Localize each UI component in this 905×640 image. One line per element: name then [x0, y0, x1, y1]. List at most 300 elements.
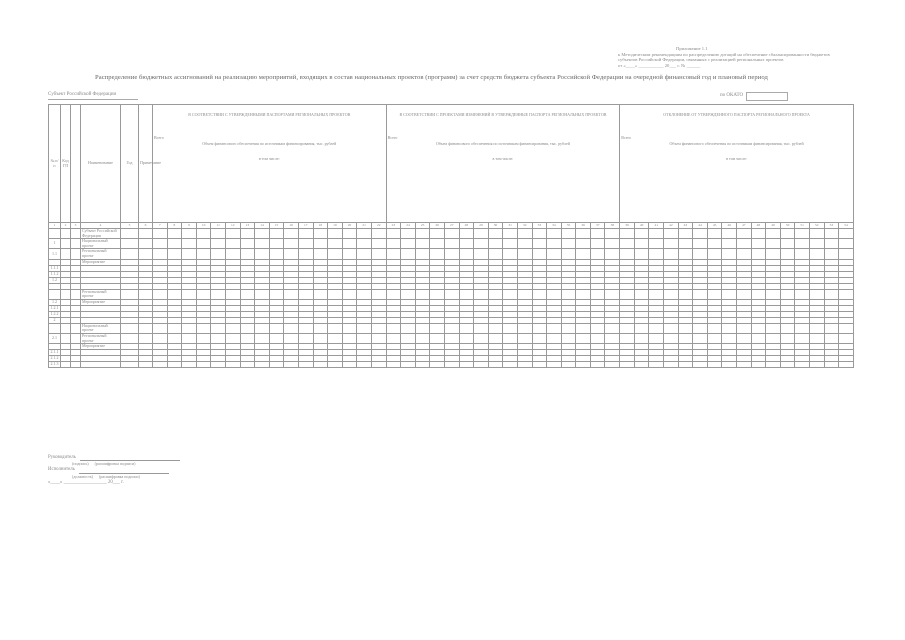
- table-cell: [255, 229, 270, 239]
- table-cell: [182, 289, 197, 299]
- table-cell: [357, 333, 372, 343]
- table-cell: [240, 239, 255, 249]
- table-cell: [809, 333, 824, 343]
- column-number: 52: [809, 223, 824, 229]
- table-cell: [121, 239, 139, 249]
- table-row: [49, 289, 854, 299]
- table-cell: [766, 239, 781, 249]
- table-cell: [71, 323, 81, 333]
- table-cell: [225, 229, 240, 239]
- row-num: [49, 229, 61, 239]
- table-cell: [139, 239, 153, 249]
- table-cell: [444, 229, 459, 239]
- table-cell: [401, 323, 416, 333]
- table-cell: [780, 362, 795, 368]
- table-cell: [839, 229, 854, 239]
- table-cell: [121, 229, 139, 239]
- column-number: 27: [444, 223, 459, 229]
- table-cell: [620, 323, 635, 333]
- table-cell: [342, 249, 357, 259]
- table-cell: [196, 289, 211, 299]
- table-cell: [474, 323, 489, 333]
- column-number: 51: [795, 223, 810, 229]
- table-cell: [71, 229, 81, 239]
- table-cell: [839, 323, 854, 333]
- table-cell: [255, 333, 270, 343]
- header-group-a: [153, 105, 387, 223]
- table-cell: [298, 289, 313, 299]
- head-label: Руководитель: [48, 455, 76, 460]
- row-name: Региональный проект: [81, 289, 121, 299]
- table-cell: [532, 333, 547, 343]
- table-cell: [737, 229, 752, 239]
- column-number: 40: [634, 223, 649, 229]
- table-cell: [386, 249, 401, 259]
- table-cell: [576, 333, 591, 343]
- table-cell: [71, 239, 81, 249]
- table-cell: [182, 229, 197, 239]
- table-cell: [780, 323, 795, 333]
- column-number: 29: [474, 223, 489, 229]
- table-cell: [737, 333, 752, 343]
- table-cell: [693, 333, 708, 343]
- table-cell: [313, 229, 328, 239]
- table-cell: [634, 362, 649, 368]
- table-cell: [269, 249, 284, 259]
- table-cell: [415, 333, 430, 343]
- table-cell: [153, 362, 168, 368]
- table-cell: [61, 323, 71, 333]
- row-num: 2.1.3: [50, 361, 59, 367]
- column-number: 31: [503, 223, 518, 229]
- table-cell: [386, 229, 401, 239]
- group-c-total: Всего: [621, 134, 632, 140]
- table-cell: [444, 362, 459, 368]
- table-cell: [561, 323, 576, 333]
- column-number: 26: [430, 223, 445, 229]
- table-cell: [503, 229, 518, 239]
- table-cell: [678, 229, 693, 239]
- table-cell: [488, 239, 503, 249]
- table-cell: [430, 249, 445, 259]
- table-cell: [255, 249, 270, 259]
- table-cell: [824, 229, 839, 239]
- table-cell: [371, 333, 386, 343]
- table-cell: [824, 362, 839, 368]
- table-cell: [693, 229, 708, 239]
- table-cell: [371, 239, 386, 249]
- table-cell: [664, 229, 679, 239]
- column-number: 21: [357, 223, 372, 229]
- table-cell: [139, 229, 153, 239]
- row-name: Национальный проект: [81, 323, 121, 333]
- table-cell: [488, 333, 503, 343]
- column-number: 35: [561, 223, 576, 229]
- table-cell: [459, 362, 474, 368]
- table-cell: [488, 362, 503, 368]
- table-cell: [328, 239, 343, 249]
- table-cell: [240, 249, 255, 259]
- table-cell: [751, 323, 766, 333]
- table-cell: [547, 249, 562, 259]
- table-row: [49, 333, 854, 343]
- table-cell: [780, 239, 795, 249]
- head-sub1: (подпись): [72, 461, 89, 467]
- subject-line: [48, 99, 138, 100]
- table-cell: [371, 289, 386, 299]
- table-cell: [430, 333, 445, 343]
- appendix-line: Приложение 1.1: [676, 46, 708, 51]
- column-number: 17: [298, 223, 313, 229]
- table-cell: [61, 333, 71, 343]
- table-cell: [605, 249, 620, 259]
- table-cell: [517, 333, 532, 343]
- table-cell: [121, 362, 139, 368]
- header-name: Наименование: [81, 105, 121, 223]
- table-cell: [430, 362, 445, 368]
- table-cell: [707, 323, 722, 333]
- table-cell: [590, 323, 605, 333]
- column-number: 32: [517, 223, 532, 229]
- table-cell: [824, 323, 839, 333]
- table-cell: [342, 323, 357, 333]
- table-cell: [371, 323, 386, 333]
- table-cell: [121, 333, 139, 343]
- table-cell: [357, 249, 372, 259]
- column-number: 45: [707, 223, 722, 229]
- table-cell: [342, 333, 357, 343]
- table-cell: [284, 323, 299, 333]
- column-number: 33: [532, 223, 547, 229]
- table-cell: [751, 229, 766, 239]
- table-cell: [795, 323, 810, 333]
- table-cell: [211, 249, 226, 259]
- group-a-label: В СООТВЕТСТВИИ С УТВЕРЖДЕННЫМИ ПАСПОРТАМИ РЕГИОНАЛЬНЫХ ПРОЕКТОВ: [188, 112, 351, 117]
- table-cell: [824, 239, 839, 249]
- table-cell: [751, 333, 766, 343]
- table-cell: [357, 229, 372, 239]
- table-cell: [401, 362, 416, 368]
- table-cell: [605, 323, 620, 333]
- table-cell: [503, 323, 518, 333]
- table-cell: [678, 249, 693, 259]
- table-cell: [780, 229, 795, 239]
- exec-sub1: (должность): [72, 473, 93, 479]
- table-cell: [503, 239, 518, 249]
- table-cell: [342, 239, 357, 249]
- table-cell: [196, 249, 211, 259]
- table-cell: [313, 289, 328, 299]
- table-cell: [678, 333, 693, 343]
- row-num: 2.1: [49, 333, 61, 343]
- column-number: 23: [386, 223, 401, 229]
- table-cell: [415, 239, 430, 249]
- column-number: 54: [839, 223, 854, 229]
- table-cell: [649, 323, 664, 333]
- table-cell: [139, 323, 153, 333]
- table-cell: [298, 249, 313, 259]
- table-cell: [459, 333, 474, 343]
- table-cell: [561, 362, 576, 368]
- table-cell: [459, 239, 474, 249]
- table-cell: [182, 239, 197, 249]
- table-cell: [269, 362, 284, 368]
- group-b-incl: в том числе:: [492, 155, 514, 161]
- table-cell: [386, 239, 401, 249]
- table-cell: [71, 289, 81, 299]
- table-cell: [225, 289, 240, 299]
- group-a-vol: Объем финансового обеспечения по источникам финансирования, тыс. рублей: [202, 141, 337, 147]
- table-cell: [153, 239, 168, 249]
- table-cell: [196, 323, 211, 333]
- table-cell: [722, 249, 737, 259]
- table-cell: [517, 323, 532, 333]
- table-cell: [590, 239, 605, 249]
- table-cell: [298, 239, 313, 249]
- table-cell: [517, 239, 532, 249]
- table-cell: [722, 362, 737, 368]
- table-cell: [839, 239, 854, 249]
- table-cell: [693, 249, 708, 259]
- table-cell: [371, 362, 386, 368]
- table-cell: [357, 362, 372, 368]
- table-cell: [649, 362, 664, 368]
- table-cell: [284, 362, 299, 368]
- group-b-vol: Объем финансового обеспечения по источникам финансирования, тыс. рублей: [435, 141, 570, 147]
- row-name: Региональный проект: [81, 249, 121, 259]
- group-c-vol: Объем финансового обеспечения по источникам финансирования, тыс. рублей: [669, 141, 804, 147]
- table-cell: [649, 333, 664, 343]
- column-number: 18: [313, 223, 328, 229]
- table-cell: [444, 239, 459, 249]
- column-number: 11: [211, 223, 226, 229]
- table-cell: [240, 229, 255, 239]
- table-cell: [153, 333, 168, 343]
- row-num: 1.1.1: [50, 264, 59, 270]
- table-cell: [153, 289, 168, 299]
- row-name: Субъект Российской Федерации: [81, 229, 121, 239]
- table-cell: [824, 249, 839, 259]
- row-name: Мероприятие: [81, 259, 121, 265]
- table-cell: [342, 362, 357, 368]
- row-num: 1.2: [49, 277, 61, 283]
- table-cell: [328, 333, 343, 343]
- table-cell: [430, 229, 445, 239]
- table-cell: [795, 249, 810, 259]
- table-cell: [211, 323, 226, 333]
- table-cell: [167, 323, 182, 333]
- row-name: Региональный проект: [81, 333, 121, 343]
- header-blank: [71, 105, 81, 223]
- table-cell: [605, 239, 620, 249]
- table-cell: [809, 239, 824, 249]
- table-cell: [211, 333, 226, 343]
- table-cell: [576, 289, 591, 299]
- table-cell: [707, 289, 722, 299]
- table-cell: [649, 229, 664, 239]
- column-number: 38: [605, 223, 620, 229]
- table-cell: [561, 229, 576, 239]
- table-cell: [532, 323, 547, 333]
- table-cell: [634, 323, 649, 333]
- table-cell: [298, 229, 313, 239]
- column-number: 44: [693, 223, 708, 229]
- table-cell: [751, 239, 766, 249]
- header-group-b: [386, 105, 620, 223]
- table-cell: [474, 333, 489, 343]
- column-number: 30: [488, 223, 503, 229]
- column-number: 36: [576, 223, 591, 229]
- table-cell: [61, 249, 71, 259]
- table-cell: [284, 229, 299, 239]
- appendix-line: от «____» ___________ 20___ г. № ______: [618, 62, 701, 68]
- table-cell: [328, 362, 343, 368]
- table-cell: [415, 289, 430, 299]
- table-cell: [430, 239, 445, 249]
- row-num: 2.1.1: [50, 349, 59, 355]
- table-cell: [488, 229, 503, 239]
- column-number: 3: [71, 223, 81, 229]
- table-cell: [71, 362, 81, 368]
- table-cell: [809, 249, 824, 259]
- column-number: 24: [401, 223, 416, 229]
- column-number: 41: [649, 223, 664, 229]
- table-cell: [664, 323, 679, 333]
- column-number: 39: [620, 223, 635, 229]
- table-cell: [415, 249, 430, 259]
- table-cell: [634, 229, 649, 239]
- table-cell: [328, 249, 343, 259]
- table-cell: [71, 249, 81, 259]
- group-b-label: В СООТВЕТСТВИИ С ПРОЕКТАМИ ИЗМЕНЕНИЙ В УТВЕРЖДЕННЫЕ ПАСПОРТА РЕГИОНАЛЬНЫХ ПРОЕКТОВ: [399, 112, 607, 117]
- row-num: 1.1: [49, 249, 61, 259]
- column-number: 9: [182, 223, 197, 229]
- table-cell: [401, 239, 416, 249]
- table-cell: [298, 323, 313, 333]
- table-cell: [269, 239, 284, 249]
- table-cell: [153, 249, 168, 259]
- table-cell: [444, 289, 459, 299]
- table-cell: [561, 249, 576, 259]
- table-cell: [561, 239, 576, 249]
- exec-label: Исполнитель: [48, 467, 75, 473]
- table-cell: [167, 239, 182, 249]
- table-cell: [313, 323, 328, 333]
- table-cell: [298, 362, 313, 368]
- table-cell: [737, 289, 752, 299]
- okato-box: [746, 92, 788, 101]
- table-cell: [474, 362, 489, 368]
- table-cell: [620, 239, 635, 249]
- row-num: 2.1.2: [50, 355, 59, 361]
- table-cell: [328, 323, 343, 333]
- table-cell: [503, 333, 518, 343]
- column-number: 42: [664, 223, 679, 229]
- table-cell: [751, 362, 766, 368]
- table-cell: [444, 323, 459, 333]
- table-cell: [517, 362, 532, 368]
- table-cell: [824, 289, 839, 299]
- row-num: 1.1.2: [50, 270, 59, 276]
- table-cell: [664, 333, 679, 343]
- table-cell: [795, 333, 810, 343]
- column-number: 5: [121, 223, 139, 229]
- column-number: 49: [766, 223, 781, 229]
- table-cell: [664, 289, 679, 299]
- table-cell: [139, 289, 153, 299]
- table-cell: [780, 249, 795, 259]
- table-cell: [459, 323, 474, 333]
- column-number: 43: [678, 223, 693, 229]
- table-cell: [225, 239, 240, 249]
- header-code: Код ГП: [61, 105, 71, 223]
- table-cell: [707, 239, 722, 249]
- table-cell: [182, 333, 197, 343]
- table-row: [49, 362, 854, 368]
- table-cell: [809, 229, 824, 239]
- table-cell: [795, 229, 810, 239]
- table-cell: [693, 362, 708, 368]
- table-cell: [664, 362, 679, 368]
- table-cell: [620, 333, 635, 343]
- column-number: 20: [342, 223, 357, 229]
- table-cell: [707, 249, 722, 259]
- table-cell: [298, 333, 313, 343]
- table-cell: [401, 333, 416, 343]
- table-cell: [532, 362, 547, 368]
- table-cell: [386, 362, 401, 368]
- table-cell: [664, 239, 679, 249]
- table-cell: [430, 323, 445, 333]
- table-cell: [225, 323, 240, 333]
- table-cell: [357, 289, 372, 299]
- appendix-line: субъектов Российской Федерации, связанных с реализацией региональных проектов: [618, 57, 784, 63]
- table-cell: [196, 333, 211, 343]
- table-cell: [766, 289, 781, 299]
- column-number: 48: [751, 223, 766, 229]
- column-number: 50: [780, 223, 795, 229]
- table-cell: [722, 289, 737, 299]
- table-cell: [839, 249, 854, 259]
- table-cell: [459, 249, 474, 259]
- table-cell: [693, 289, 708, 299]
- table-cell: [503, 249, 518, 259]
- table-cell: [139, 249, 153, 259]
- table-cell: [255, 323, 270, 333]
- column-number: 28: [459, 223, 474, 229]
- table-cell: [225, 333, 240, 343]
- table-cell: [240, 333, 255, 343]
- table-cell: [707, 333, 722, 343]
- budget-table: [48, 104, 853, 454]
- table-cell: [61, 229, 71, 239]
- table-cell: [488, 323, 503, 333]
- column-number: 2: [61, 223, 71, 229]
- table-cell: [488, 289, 503, 299]
- header-year: Год: [121, 105, 139, 223]
- table-cell: [313, 239, 328, 249]
- table-cell: [766, 362, 781, 368]
- table-cell: [401, 289, 416, 299]
- table-cell: [503, 289, 518, 299]
- table-cell: [430, 289, 445, 299]
- column-number: 1: [49, 223, 61, 229]
- table-cell: [196, 239, 211, 249]
- table-cell: [284, 289, 299, 299]
- row-num: [49, 289, 61, 299]
- table-cell: [634, 249, 649, 259]
- column-number: 15: [269, 223, 284, 229]
